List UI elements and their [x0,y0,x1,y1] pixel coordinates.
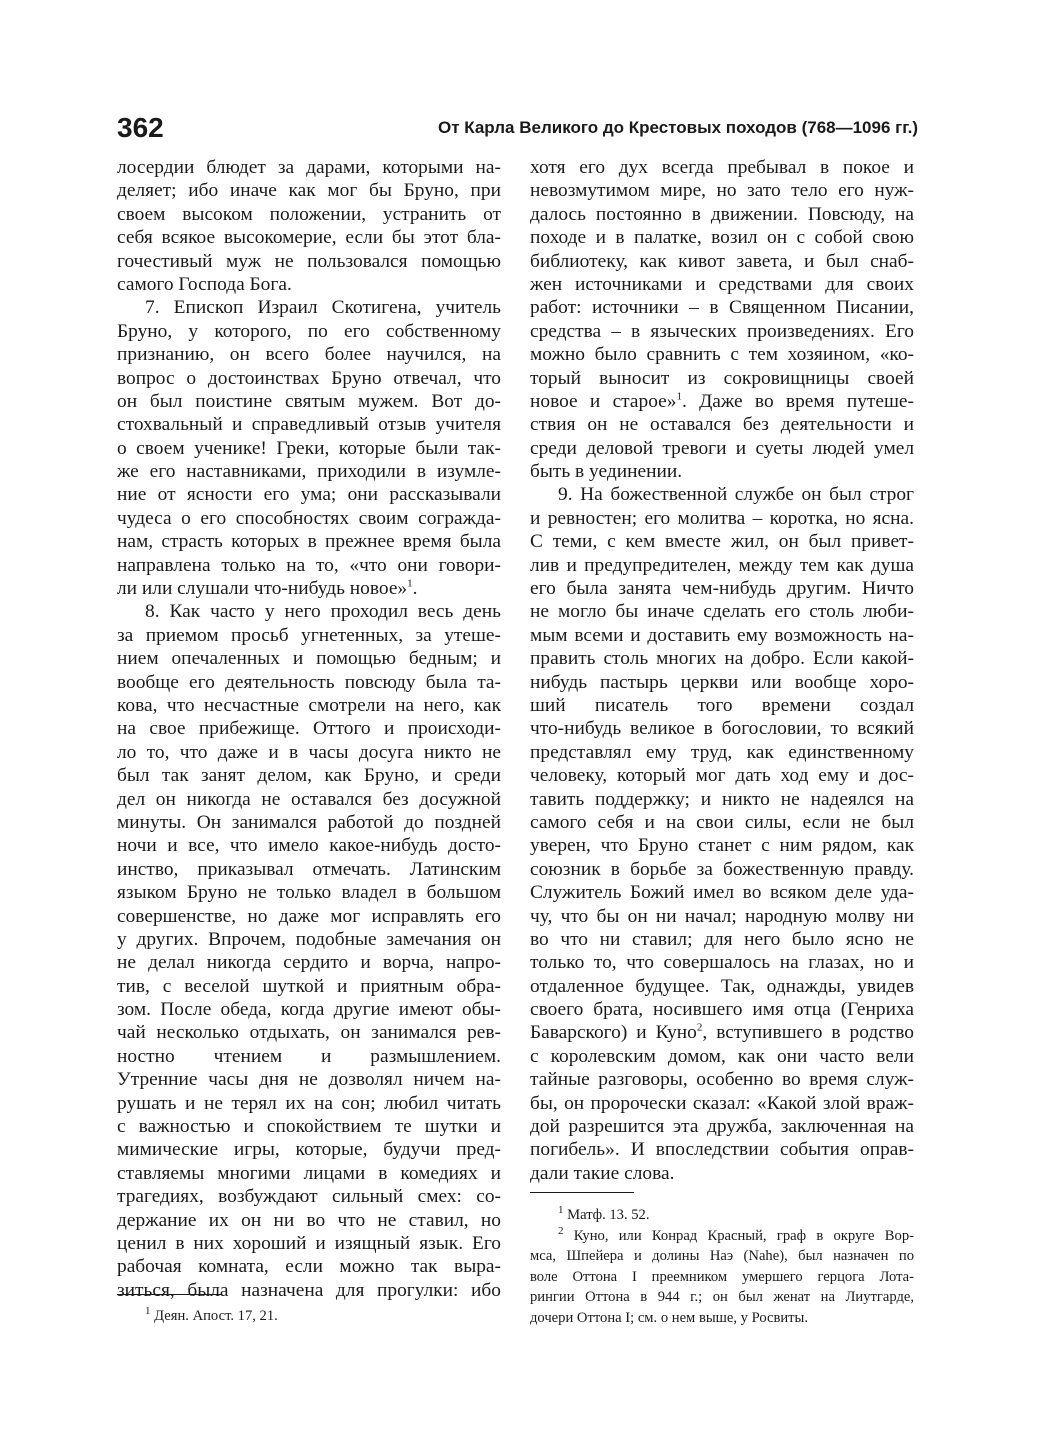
text-line: нам, страсть которых в прежнее время была [117,531,501,553]
text-line: он был поистине святым мужем. Вот до- [117,390,501,412]
text-line: торый выносит из сокровищницы своей [530,367,914,389]
text-line: своего брата, носившего имя отца (Генриха [530,999,914,1021]
right-column [530,156,914,1185]
text-line: чудеса о его способностях своим сограждa- [117,507,501,529]
text-line: и ревностен; его молитва – коротка, но ясна. [530,507,914,529]
text-line: библиотеку, как кивот завета, и был снаб- [530,250,914,272]
text-line: признанию, он всего более научился, на [117,344,501,366]
text-line: не могло бы иначе сделать его столь люби- [530,601,914,623]
text-line: о своем ученике! Греки, которые были так- [117,437,501,459]
text-line: что-нибудь великое в богословии, то всякий [530,718,914,740]
text-line: ночи и все, что имело какое-нибудь досто- [117,835,501,857]
text-line-with-note [530,1021,914,1044]
text-line: Бруно, у которого, по его собственному [117,320,501,342]
text-line: трагедиях, возбуждают сильный смех: со- [117,1186,501,1208]
footnote-mark: 1 [407,577,413,590]
text-line: тайные разговоры, особенно во время служ- [530,1069,914,1091]
text-line: среди деловой тревоги и суеты людей умел [530,437,914,459]
text-line: лосердии блюдет за дарами, которыми на- [117,157,501,178]
text-line: хотя его дух всегда пребывал в покое и [530,157,914,178]
paragraph-start: 8. Как часто у него проходил весь день [145,601,501,623]
text-line: ло то, что даже и в часы досуга никто не [117,741,501,763]
text-line: бы, он пророчески сказал: «Какой злой враж- [530,1092,914,1114]
footnote-divider [117,1294,221,1295]
text-line: человеку, который мог дать ход ему и дос- [530,765,914,787]
text-line: вообще его деятельность повсюду была та- [117,671,501,693]
text-line: гочестивый муж не пользовался помощью [117,250,501,272]
text-line: быть в уединении. [530,461,683,483]
text-line: инство, приказывал отмечать. Латинским [117,858,501,880]
text-line: союзник в борьбе за божественную правду. [530,858,914,880]
footnote-divider [530,1192,634,1193]
footnote-line: рингии Оттона в 944 г.; он был женат на Лиутгарде, [530,1289,914,1306]
footnotes-left [117,1306,501,1327]
footnote [117,1306,501,1327]
text-line: можно было сравнить с тем хозяином, «ко- [530,344,914,366]
text-line: средства – в языческих произведениях. Его [530,320,914,342]
text-line: во что ни ставил; для него было ясно не [530,928,914,950]
text-line: уверен, что Бруно станет с ним рядом, как [530,835,914,857]
text-line: деляет; ибо иначе как мог бы Бруно, при [117,180,501,202]
text-line: невозмутимом мире, но зато тело его нуж- [530,180,914,202]
footnote [530,1226,914,1247]
footnote-line: дочери Оттона I; см. о нем выше, у Росвиты. [530,1309,809,1326]
text-line: же его наставниками, приходили в изумле- [117,461,501,483]
paragraph-start: 9. На божественной службе он был строг [558,484,914,506]
text-line: за приемом просьб угнетенных, за утеше- [117,624,501,646]
text-line: далось постоянно в движении. Повсюду, на [530,203,914,225]
footnote [530,1205,914,1226]
text-line: представлял ему труд, как единственному [530,741,914,763]
page-number: 362 [117,112,164,143]
text-line: его была занята чем-нибудь другим. Ничто [530,578,914,600]
text-line: править столь многих на добро. Если какой- [530,648,914,670]
text-line: минуты. Он занимался работой до поздней [117,811,501,833]
text-line: своем высоком положении, устранить от [117,203,501,225]
text-line: зиться, была назначена для прогулки: ибо [117,1279,501,1301]
footnote-text: Куно, или Конрад Красный, граф в округе Вор- [573,1227,914,1244]
text-line: ствия он не оставался без деятельности и [530,414,914,436]
text-line: языком Бруно не только владел в большом [117,882,501,904]
running-title: От Карла Великого до Крестовых походов (768—1096 гг.) [437,118,918,137]
text-fragment: , вступившего в родство [702,1022,915,1044]
text-line: был так занят делом, как Бруно, и среди [117,765,501,787]
footnote-mark: 1 [676,390,682,403]
text-fragment: ли или слушали что-нибудь новое» [117,578,408,600]
text-line: мимические игры, которые, будучи пред- [117,1139,501,1161]
text-line: совершенстве, но даже мог исправлять его [117,905,501,927]
text-line-with-note: ли или слушали что-нибудь новое»$^1$. [117,577,418,600]
text-line: Утренние часы дня не дозволял ничем на- [117,1069,501,1091]
text-line: С теми, с кем вместе жил, он был привет- [530,531,914,553]
text-line-with-note [530,390,914,413]
text-line: направлена только на то, «что они говори- [117,554,501,576]
text-fragment: . Даже во время путеше- [681,390,914,412]
text-line: тив, с веселой шуткой и приятным обра- [117,975,501,997]
footnote-line: мса, Шпейера и долины Наэ (Nahe), был назначен по [530,1248,914,1265]
text-line: ставляемы многими лицами в комедиях и [117,1162,501,1184]
text-line: дой разрешится эта дружба, заключенная на [530,1116,914,1138]
text-line: лив и предупредителен, между тем как душа [530,554,914,576]
text-line: походе и в палатке, возил он с собой свою [530,227,914,249]
text-line: дали такие слова. [530,1162,675,1184]
text-line: вопрос о достоинствах Бруно отвечал, что [117,367,501,389]
text-line: зом. После обеда, когда другие имеют обы- [117,999,501,1021]
text-line: чу, что бы он ни начал; народную молву ни [530,905,914,927]
text-line: мым всеми и доставить ему возможность на- [530,624,914,646]
text-line: кова, что несчастные смотрели на него, как [117,694,501,716]
text-line: ценил в них хороший и изящный язык. Его [117,1232,501,1254]
text-line: держание их он ни во что не ставил, но [117,1209,501,1231]
footnote-mark: 2 [558,1224,564,1237]
text-line: жен источниками и средствами для своих [530,273,914,295]
text-line: рушать и не терял их на сон; любил читать [117,1092,501,1114]
footnote-text: Деян. Апост. 17, 21. [154,1308,278,1324]
text-line: себя всякое высокомерие, если бы этот бла- [117,227,501,249]
text-line: на свое прибежище. Оттого и происходи- [117,718,501,740]
text-line: самого Господа Бога. [117,273,292,295]
text-line: с королевским домом, как они часто вели [530,1045,914,1067]
text-line: чай несколько отдыхать, он занимался рев- [117,1022,501,1044]
footnote-mark: 2 [696,1021,703,1034]
text-line: Служитель Божий имел во всяком деле уда- [530,882,914,904]
paragraph-start: 7. Епископ Израил Скотигена, учитель [145,297,501,319]
text-line: нием опечаленных и помощью бедным; и [117,648,501,670]
text-line: погибель». И впоследствии события оправ- [530,1139,914,1161]
text-line: работ: источники – в Священном Писании, [530,297,914,319]
text-line: нибудь пастырь церкви или вообще хоро- [530,671,914,693]
text-line: ший писатель того времени создал [530,694,914,716]
text-fragment: Баварского) и Куно [530,1022,697,1044]
text-line: с важностью и спокойствием те шутки и [117,1116,501,1138]
text-line: у других. Впрочем, подобные замечания он [117,928,501,950]
footnotes-right [530,1205,914,1329]
text-line: стохвальный и справедливый отзыв учителя [117,414,501,436]
text-line: ностно чтением и размышлением. [117,1045,501,1067]
text-line: не делал никогда сердито и ворча, напро- [117,952,501,974]
footnote-text: Матф. 13. 52. [567,1207,650,1223]
text-line: тавить поддержку; и никто не надеялся на [530,788,914,810]
footnote-mark: 1 [558,1204,564,1217]
text-line: только то, что совершалось на глазах, но и [530,952,914,974]
text-line: дел он никогда не оставался без досужной [117,788,501,810]
left-column [117,156,501,1302]
text-fragment: новое и старое» [530,390,677,412]
footnote-line: воле Оттона I преемником умершего герцога Лота- [530,1268,914,1285]
text-line: рабочая комната, если можно так выра- [117,1256,501,1278]
text-line: самого себя и на свои силы, если не был [530,811,914,833]
footnote-mark: 1 [145,1305,151,1318]
text-line: отдаленное будущее. Так, однажды, увидев [530,975,914,997]
text-line: ние от ясности его ума; они рассказывали [117,484,501,506]
